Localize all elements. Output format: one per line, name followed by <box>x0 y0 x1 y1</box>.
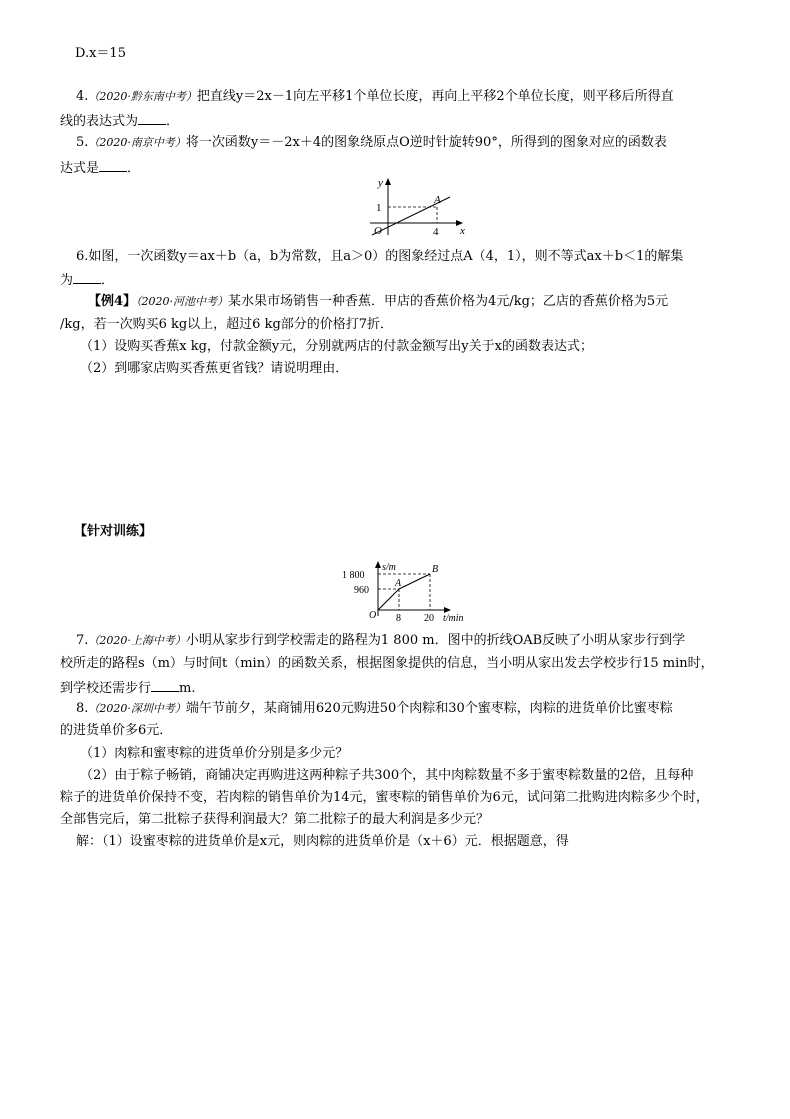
q6-label-one: 1 <box>376 202 382 214</box>
q6-label-four: 4 <box>433 226 439 238</box>
q7-label-8: 8 <box>396 613 401 624</box>
ex4-text1: 某水果市场销售一种香蕉．甲店的香蕉价格为4元/kg；乙店的香蕉价格为5元 <box>228 294 669 309</box>
ex4-source: （2020·河池中考） <box>136 295 229 308</box>
ex4-label: 【例4】 <box>88 294 137 309</box>
q5-source: （2020·南京中考） <box>88 136 186 149</box>
q8-part2-line2: 粽子的进货单价保持不变，若肉粽的销售单价为14元，蜜枣粽的销售单价为6元，试问第二批购进肉粽多少个时， <box>60 790 709 805</box>
q5-line2 <box>60 159 140 177</box>
q6-text2: 为 <box>60 273 74 288</box>
q7-segment-oa <box>378 589 399 610</box>
q8-source: （2020·深圳中考） <box>88 702 186 715</box>
q7-segment-ab <box>399 574 430 589</box>
ex4-part1: （1）设购买香蕉x kg，付款金额y元，分别就两店的付款金额写出y关于x的函数表达式； <box>80 339 593 354</box>
q5-number: 5. <box>76 135 89 150</box>
ex4-line1 <box>88 294 668 310</box>
q4-number: 4. <box>76 89 89 104</box>
q7-number: 7. <box>76 633 89 648</box>
q7-end: m. <box>179 681 196 696</box>
q5-text1: 将一次函数y＝－2x＋4的图象绕原点O逆时针旋转90°，所得到的图象对应的函数表 <box>185 135 667 150</box>
q8-part2-line3: 全部售完后，第二批粽子获得利润最大？第二批粽子的最大利润是多少元？ <box>60 812 490 827</box>
q7-line2: 校所走的路程s（m）与时间t（min）的函数关系，根据图象提供的信息，当小明从家出发去学校步行15 min时， <box>60 656 714 671</box>
q7-label-origin: O <box>369 610 377 621</box>
q8-text1: 端午节前夕，某商铺用620元购进50个肉粽和30个蜜枣粽，肉粽的进货单价比蜜枣粽 <box>185 701 673 716</box>
training-heading: 【针对训练】 <box>74 524 153 539</box>
q7-label-1800: 1 800 <box>342 570 365 581</box>
q6-line2 <box>60 271 114 289</box>
q4-text2: 线的表达式为 <box>60 114 139 129</box>
q4-line1 <box>76 89 674 105</box>
q7-text3: 到学校还需步行 <box>60 681 152 696</box>
q7-label-b: B <box>432 564 439 575</box>
q4-source: （2020·黔东南中考） <box>88 90 197 103</box>
q3-option-d: D.x＝15 <box>75 46 126 61</box>
q4-line2 <box>60 112 179 130</box>
q7-line3 <box>60 679 195 697</box>
q7-label-20: 20 <box>424 613 434 624</box>
q6-label-a: A <box>434 194 441 206</box>
q8-part2-line1: （2）由于粽子畅销，商铺决定再购进这两种粽子共300个，其中肉粽数量不多于蜜枣粽数量的2倍，且每种 <box>80 768 694 783</box>
q7-figure <box>340 558 480 624</box>
q7-line1 <box>76 633 685 649</box>
q6-line1: 6.如图，一次函数y＝ax＋b（a，b为常数，且a＞0）的图象经过点A（4，1），则不等式ax＋b＜1的解集 <box>76 249 684 264</box>
q6-answer-blank[interactable] <box>73 271 101 284</box>
q4-text1: 把直线y＝2x－1向左平移1个单位长度，再向上平移2个单位长度，则平移后所得直 <box>196 89 674 104</box>
q6-label-x: x <box>460 225 465 237</box>
q6-label-origin: O <box>374 225 382 237</box>
q7-text1: 小明从家步行到学校需走的路程为1 800 m．图中的折线OAB反映了小明从家步行到学 <box>185 633 686 648</box>
q6-figure <box>360 175 470 240</box>
q7-label-a: A <box>395 578 402 589</box>
q8-line1 <box>76 701 673 717</box>
q8-solution: 解：（1）设蜜枣粽的进货单价是x元，则肉粽的进货单价是（x＋6）元．根据题意，得 <box>76 834 569 849</box>
q4-end: ． <box>166 114 180 129</box>
q8-line2: 的进货单价多6元． <box>60 723 173 738</box>
q7-label-960: 960 <box>354 585 369 596</box>
q6-label-y: y <box>378 177 383 189</box>
q7-label-t: t/min <box>443 613 464 624</box>
q5-line1 <box>76 135 667 151</box>
q6-y-arrow <box>385 178 391 185</box>
ex4-part2: （2）到哪家店购买香蕉更省钱？请说明理由． <box>80 361 349 376</box>
q4-answer-blank[interactable] <box>138 112 166 125</box>
q7-label-s: s/m <box>382 562 396 573</box>
q8-part1: （1）肉粽和蜜枣粽的进货单价分别是多少元？ <box>80 746 349 761</box>
ex4-line2: /kg，若一次购买6 kg以上，超过6 kg部分的价格打7折． <box>60 317 394 332</box>
q7-answer-blank[interactable] <box>151 679 179 692</box>
q5-answer-blank[interactable] <box>99 159 127 172</box>
q5-end: ． <box>127 161 141 176</box>
q5-text2: 达式是 <box>60 161 100 176</box>
q7-y-arrow <box>375 561 381 568</box>
q8-number: 8. <box>76 701 89 716</box>
q7-source: （2020·上海中考） <box>88 634 186 647</box>
q6-end: ． <box>101 273 115 288</box>
